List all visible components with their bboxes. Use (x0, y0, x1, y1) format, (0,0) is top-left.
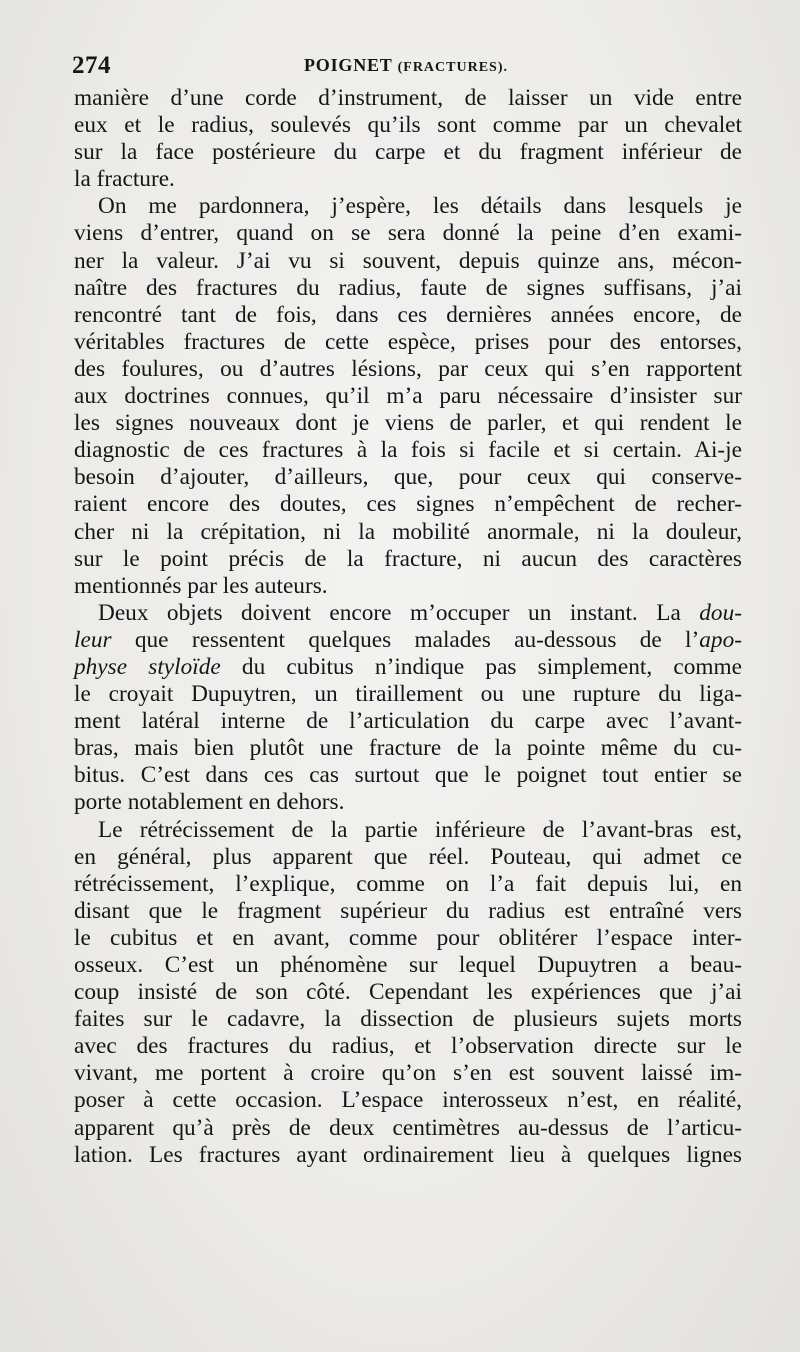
text-line (74, 600, 742, 627)
text-line: osseux. C’est un phénomène sur lequel Dupuytren a beau- (74, 952, 742, 978)
text-line: On me pardonnera, j’espère, les détails dans lesquels je (98, 193, 742, 220)
italic-run: leur (74, 626, 112, 653)
body-text (74, 85, 742, 1169)
text-line: sur la face postérieure du carpe et du fragment inférieur de (74, 139, 742, 166)
text-line: coup insisté de son côté. Cependant les expériences que j’ai (74, 979, 742, 1006)
text-line: bras, mais bien plutôt une fracture de la pointe même du cu- (74, 735, 742, 762)
text-line: diagnostic de ces fractures à la fois si facile et si certain. Ai-je (74, 437, 742, 464)
text-line (74, 654, 742, 681)
text-line: cher ni la crépitation, ni la mobilité anormale, ni la douleur, (74, 518, 742, 545)
italic-run: apo- (699, 626, 742, 653)
text-line: viens d’entrer, quand on se sera donné la peine d’en exami- (74, 220, 742, 247)
text-line: porte notablement en dehors. (74, 789, 345, 816)
italic-run: dou- (699, 599, 742, 626)
text-line: besoin d’ajouter, d’ailleurs, que, pour ceux qui conserve- (74, 464, 742, 491)
text-line: lation. Les fractures ayant ordinairement lieu à quelques lignes (74, 1141, 742, 1168)
page-number: 274 (72, 52, 111, 79)
text-line: faites sur le cadavre, la dissection de plusieurs sujets morts (74, 1006, 742, 1033)
text-line: le cubitus et en avant, comme pour oblitérer l’espace inter- (74, 924, 742, 951)
text-line: véritables fractures de cette espèce, prises pour des entorses, (74, 328, 742, 355)
text-line: Le rétrécissement de la partie inférieure de l’avant-bras est, (98, 816, 742, 843)
text-line: vivant, me portent à croire qu’on s’en est souvent laissé im- (74, 1060, 742, 1087)
text-line: disant que le fragment supérieur du radius est entraîné vers (74, 897, 742, 924)
running-head-sub: (FRACTURES). (397, 60, 508, 75)
text-line: ner la valeur. J’ai vu si souvent, depuis quinze ans, mécon- (74, 247, 742, 274)
text-line: le croyait Dupuytren, un tiraillement ou une rupture du liga- (74, 681, 742, 708)
text-line: poser à cette occasion. L’espace interosseux n’est, en réalité, (74, 1087, 742, 1114)
text-line: apparent qu’à près de deux centimètres au-dessus de l’articu- (74, 1114, 742, 1141)
text-run: Deux objets doivent encore m’occuper un instant. La (98, 599, 700, 626)
text-line: naître des fractures du radius, faute de signes suffisans, j’ai (74, 274, 742, 301)
text-line (74, 627, 742, 654)
text-line: bitus. C’est dans ces cas surtout que le poignet tout entier se (74, 762, 742, 789)
text-line: eux et le radius, soulevés qu’ils sont comme par un chevalet (74, 112, 742, 139)
text-line: manière d’une corde d’instrument, de laisser un vide entre (74, 85, 742, 111)
text-line: la fracture. (74, 166, 175, 193)
text-line: rétrécissement, l’explique, comme on l’a fait depuis lui, en (74, 870, 742, 897)
text-run: du cubitus n’indique pas simplement, comme (220, 653, 742, 680)
running-head-main: POIGNET (304, 55, 393, 75)
text-line: des foulures, ou d’autres lésions, par ceux qui s’en rapportent (74, 355, 742, 382)
text-run: que ressentent quelques malades au-dessous de l’ (111, 626, 700, 653)
text-line: ment latéral interne de l’articulation du carpe avec l’avant- (74, 708, 742, 735)
italic-run: physe styloïde (74, 653, 221, 680)
running-head (72, 55, 740, 76)
text-line: mentionnés par les auteurs. (74, 572, 328, 599)
text-line: aux doctrines connues, qu’il m’a paru nécessaire d’insister sur (74, 383, 742, 410)
text-line: rencontré tant de fois, dans ces dernières années encore, de (74, 301, 742, 328)
text-line: raient encore des doutes, ces signes n’empêchent de recher- (74, 491, 742, 518)
text-line: les signes nouveaux dont je viens de parler, et qui rendent le (74, 410, 742, 437)
page-header (72, 52, 740, 84)
text-line: avec des fractures du radius, et l’observation directe sur le (74, 1033, 742, 1060)
text-line: en général, plus apparent que réel. Pouteau, qui admet ce (74, 843, 742, 870)
text-line: sur le point précis de la fracture, ni aucun des caractères (74, 545, 742, 572)
